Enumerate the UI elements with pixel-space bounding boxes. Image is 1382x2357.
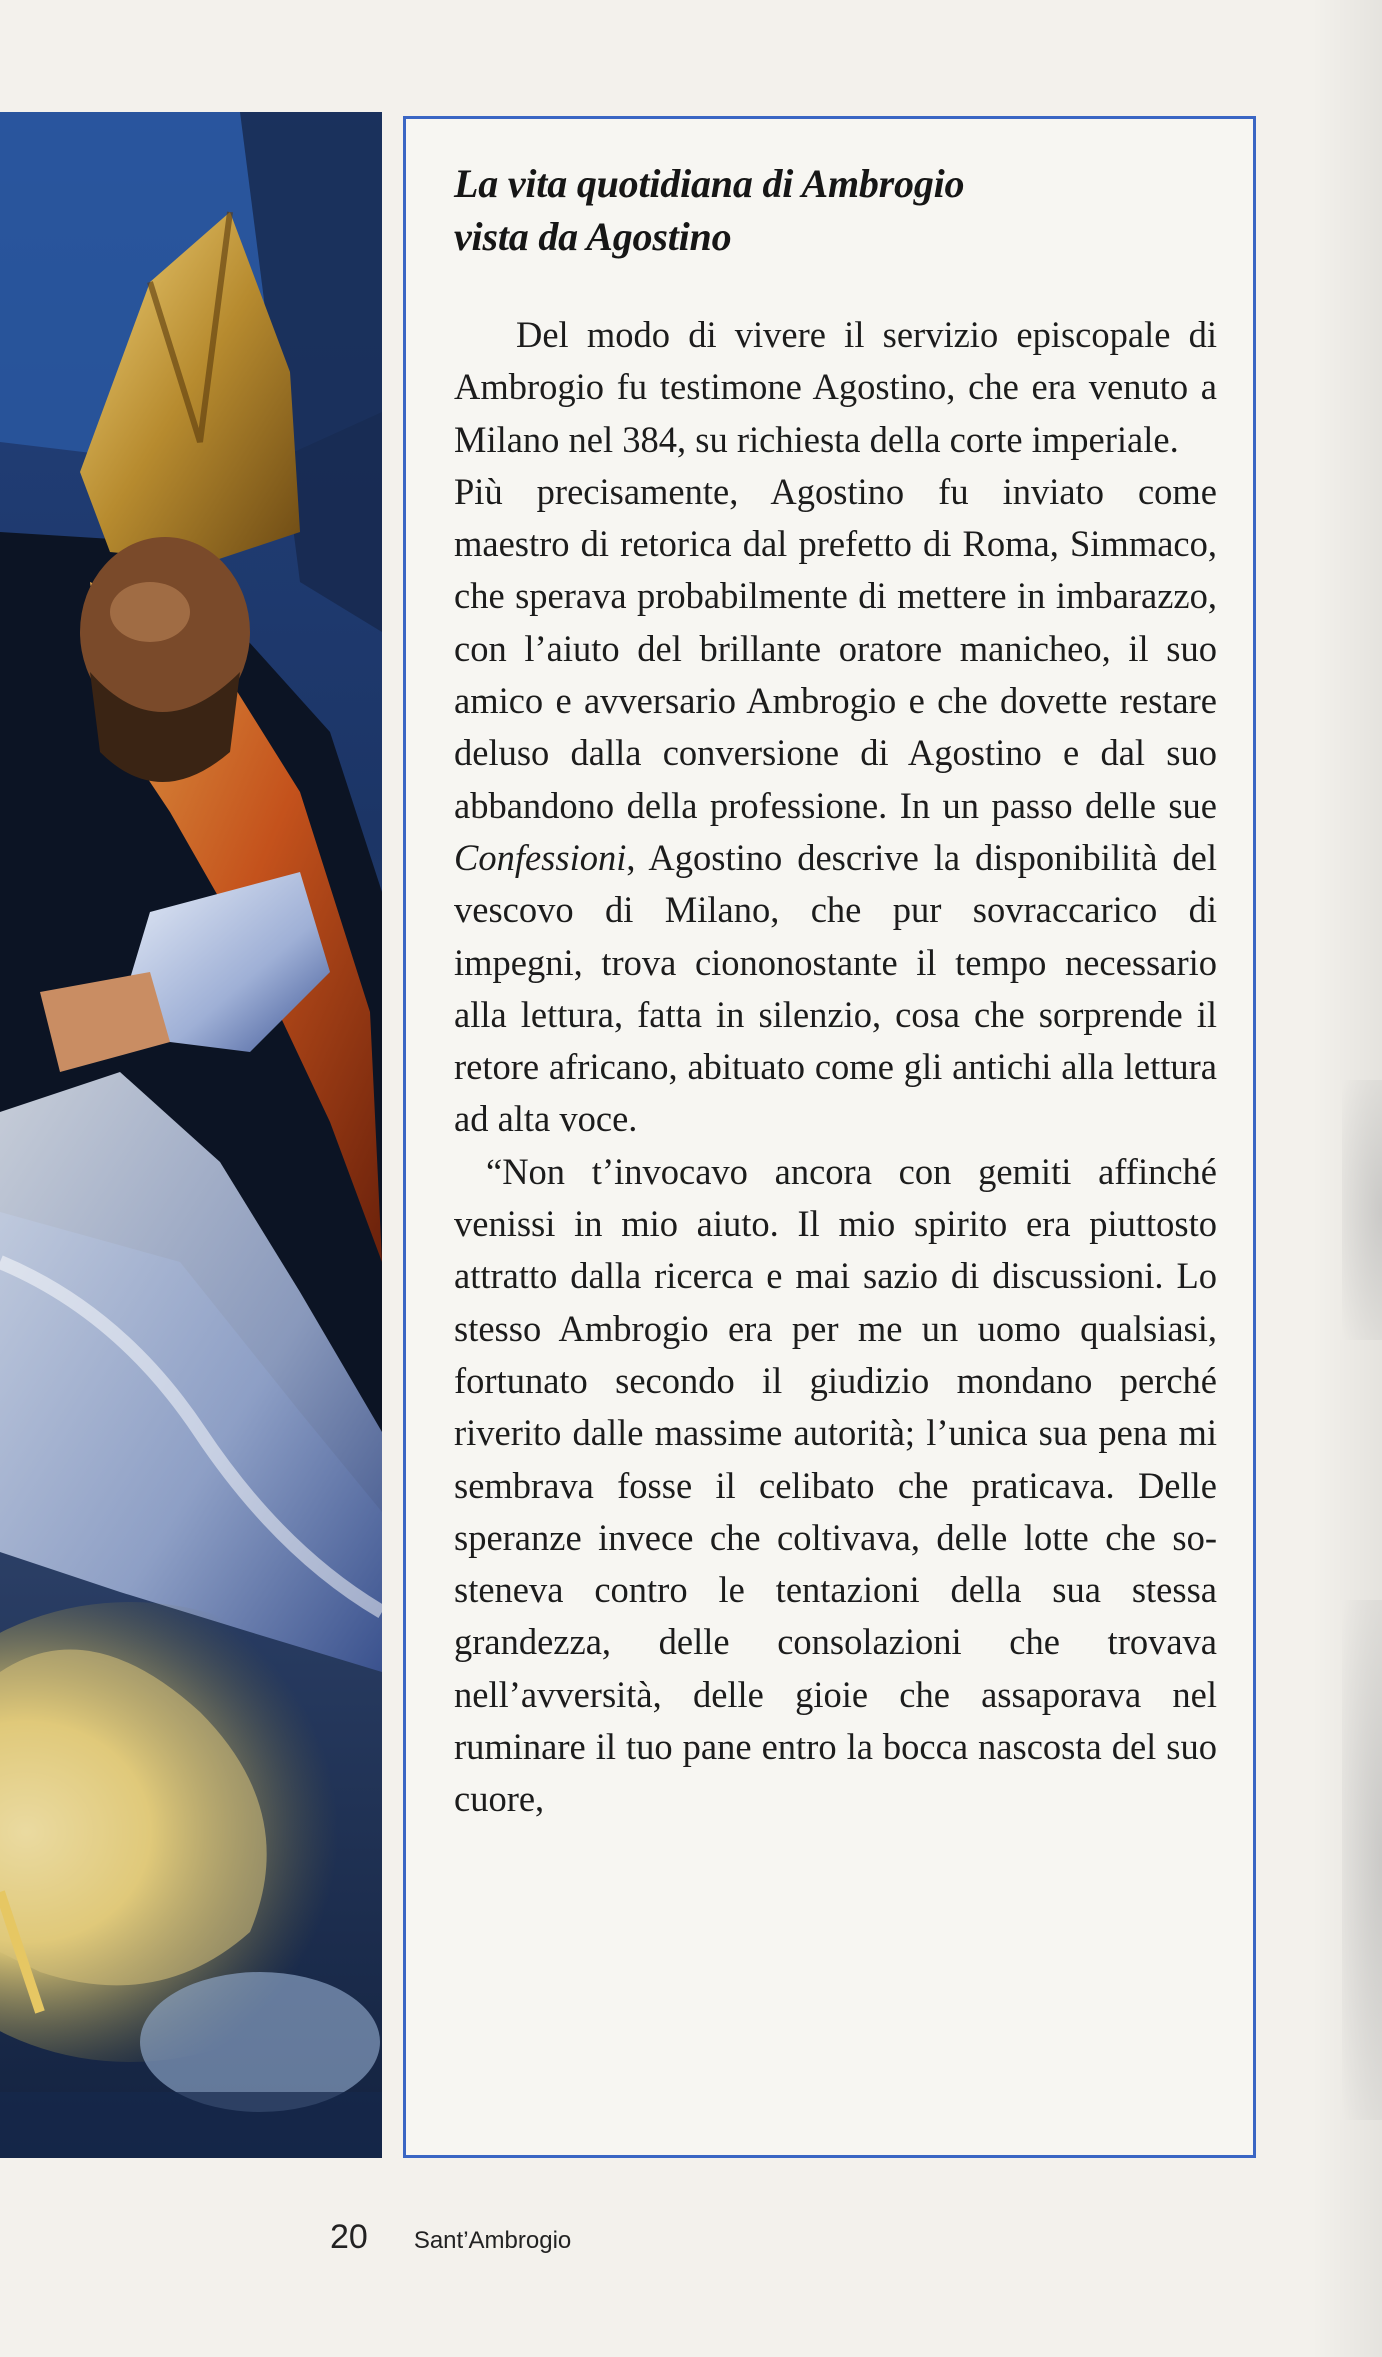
sidebar-body (454, 309, 1217, 1826)
paragraph-text: Più precisamente, Agostino fu inviato come maestro di retorica dal prefetto di Roma, Simmaco, che sperava probabilmente di mettere in imbarazzo, con l’aiuto del brillante oratore manicheo, il suo amico e avversario Ambrogio e che dovette restare deluso dalla conversione di Agostino e dal suo abbandono della professione. In un passo delle sue (454, 470, 1217, 826)
page-number: 20 (330, 2218, 368, 2256)
running-head: Sant’Ambrogio (413, 2227, 572, 2254)
book-title: Confessioni (454, 836, 627, 878)
quote-paragraph: “Non t’invocavo ancora con gemiti affinché venissi in mio aiuto. Il mio spirito era piuttosto attratto dalla ricerca e mai sazio di discussioni. Lo stesso Ambrogio era per me un uomo qualsiasi, fortunato secondo il giudizio mondano perché riverito dalle massime autorità; l’unica sua pena mi sembrava fosse il celibato che praticava. Delle speranze invece che coltivava, delle lotte che sosteneva contro le tentazioni della sua stessa grandezza, delle consolazioni che trovava nell’avversità, delle gioie che assaporava nel ruminare il tuo pane entro la bocca nascosta del suo cuore, (454, 1150, 1217, 1820)
page-footer (330, 2218, 571, 2264)
sidebar-title-line: La vita quotidiana di Ambrogio (454, 161, 965, 206)
paragraph (454, 466, 1217, 1146)
painting-illustration (0, 112, 382, 2158)
paragraph: Del modo di vivere il servizio episcopale di Ambrogio fu testimone Agostino, che era venuto a Milano nel 384, su richiesta della corte imperiale. (454, 314, 1217, 460)
sidebar-title (454, 157, 1217, 263)
paragraph-text: , Agostino descrive la disponibilità del vescovo di Milano, che pur sovraccarico di impegni, trova ciononostante il tempo necessario alla lettura, fatta in silenzio, cosa che sorprende il retore africano, abituato come gli antichi alla lettura ad alta voce. (454, 836, 1217, 1140)
paper-scuff (1342, 1080, 1382, 1340)
sidebar-text-box (403, 116, 1256, 2158)
saint-ambrose-painting (0, 112, 382, 2158)
sidebar-title-line: vista da Agostino (454, 214, 732, 259)
paper-scuff (1342, 1600, 1382, 2120)
